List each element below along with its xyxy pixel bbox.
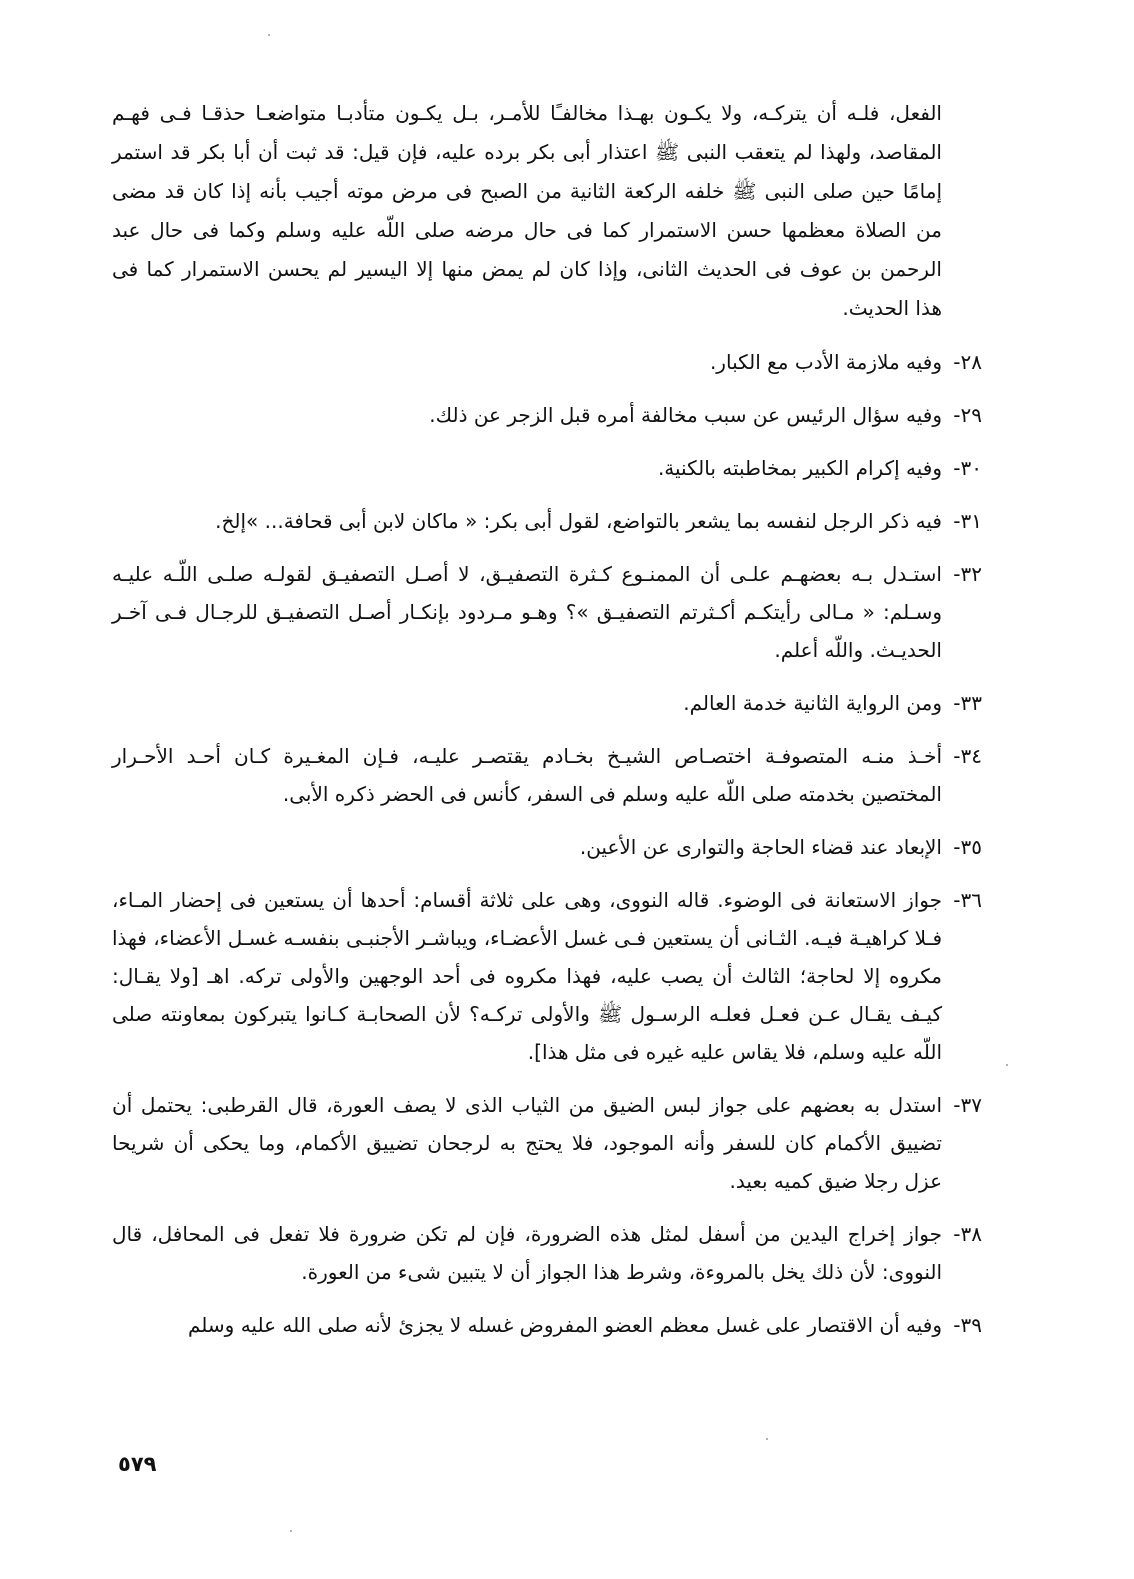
list-item [112,684,982,722]
item-text: ومن الرواية الثانية خدمة العالم. [683,691,942,715]
item-text: وفيه إكرام الكبير بمخاطبته بالكنية. [657,456,942,480]
scan-speck [766,1438,768,1440]
item-number: ٢٩- [953,403,982,427]
list-item [112,1086,982,1200]
item-text: وفيه ملازمة الأدب مع الكبار. [709,350,942,374]
list-item [112,449,982,487]
item-number: ٣٩- [953,1313,982,1337]
list-item [112,396,982,434]
item-number: ٣٨- [953,1222,982,1246]
item-text: جواز الاستعانة فى الوضوء. قاله النووى، وهى على ثلاثة أقسام: أحدها أن يستعين فى إحضار المـاء، فـلا كراهيـة فيـه. الثـانى أن يستعين فـى غسل الأعضـاء، ويباشـر الأجنبـى بنفسـه غسـل الأعضاء، فهذا مكروه إلا لحاجة؛ الثالث أن يصب عليه، فهذا مكروه فى أحد الوجهين والأولى تركه. اهـ [ولا يقـال: كيـف يقـال عـن فعـل فعلـه الرسـول ﷺ والأولى تركـه؟ لأن الصحابـة كـانوا يتبركون بمعاونته صلى اللّه عليه وسلم، فلا يقاس عليه غيره فى مثل هذا]. [112,888,942,1064]
list-item [112,502,982,540]
page-content [112,94,982,1344]
list-item [112,555,982,669]
scan-speck [1006,1064,1008,1066]
item-text: الإبعاد عند قضاء الحاجة والتوارى عن الأعين. [579,835,942,859]
list-item [112,828,982,866]
item-number: ٢٨- [953,350,982,374]
item-number: ٣٥- [953,835,982,859]
item-text: استـدل بـه بعضهـم علـى أن الممنـوع كـثرة التصفيـق، لا أصـل التصفيـق لقولـه صلـى اللّـه عليـه وسـلم: « مـالى رأيتكـم أكـثرتم التصفيـق »؟ وهـو مـردود بإنكـار أصـل التصفيـق للرجـال فـى آخـر الحديـث. واللّه أعلم. [112,562,942,662]
item-text: فيه ذكر الرجل لنفسه بما يشعر بالتواضع، لقول أبى بكر: « ماكان لابن أبى قحافة... »إلخ. [215,509,942,533]
item-number: ٣٤- [953,744,982,768]
scan-speck [290,1530,292,1532]
item-number: ٣٦- [953,888,982,912]
page-number: ٥٧٩ [118,1452,157,1476]
benefits-list [112,343,982,1344]
list-item [112,1306,982,1344]
item-text: استدل به بعضهم على جواز لبس الضيق من الثياب الذى لا يصف العورة، قال القرطبى: يحتمل أن تضييق الأكمام كان للسفر وأنه الموجود، فلا يحتج به لرجحان تضييق الأكمام، وما يحكى أن شريحا عزل رجلا ضيق كميه بعيد. [112,1093,942,1193]
item-number: ٣٠- [953,456,982,480]
item-text: جواز إخراج اليدين من أسفل لمثل هذه الضرورة، فإن لم تكن ضرورة فلا تفعل فى المحافل، قال النووى: لأن ذلك يخل بالمروءة، وشرط هذا الجواز أن لا يتبين شىء من العورة. [112,1222,942,1284]
intro-paragraph: الفعل، فلـه أن يتركـه، ولا يكـون بهـذا مخالفـًا للأمـر، بـل يكـون متأدبـا متواضعـا حذقـا فـى فهـم المقاصد، ولهذا لم يتعقب النبى ﷺ اعتذار أبى بكر برده عليه، فإن قيل: قد ثبت أن أبا بكر قد استمر إمامًا حين صلى النبى ﷺ خلفه الركعة الثانية من الصبح فى مرض موته أجيب بأنه إذا كان قد مضى من الصلاة معظمها حسن الاستمرار كما فى حال مرضه صلى اللّه عليه وسلم وكما فى حال عبد الرحمن بن عوف فى الحديث الثانى، وإذا كان لم يمض منها إلا اليسير لم يحسن الاستمرار كما فى هذا الحديث. [112,101,942,320]
scan-speck [268,34,270,36]
item-number: ٣١- [953,509,982,533]
item-text: وفيه أن الاقتصار على غسل معظم العضو المفروض غسله لا يجزئ لأنه صلى الله عليه وسلم [187,1313,942,1337]
item-number: ٣٧- [953,1093,982,1117]
item-number: ٣٢- [953,562,982,586]
list-item [112,881,982,1071]
item-number: ٣٣- [953,691,982,715]
item-text: وفيه سؤال الرئيس عن سبب مخالفة أمره قبل الزجر عن ذلك. [429,403,942,427]
list-item [112,343,982,381]
list-item [112,737,982,813]
item-text: أخـذ منـه المتصوفـة اختصـاص الشيـخ بخـادم يقتصـر عليـه، فـإن المغـيرة كـان أحـد الأحـرار المختصين بخدمته صلى اللّه عليه وسلم فى السفر، كأنس فى الحضر ذكره الأبى. [112,744,942,806]
list-item [112,1215,982,1291]
